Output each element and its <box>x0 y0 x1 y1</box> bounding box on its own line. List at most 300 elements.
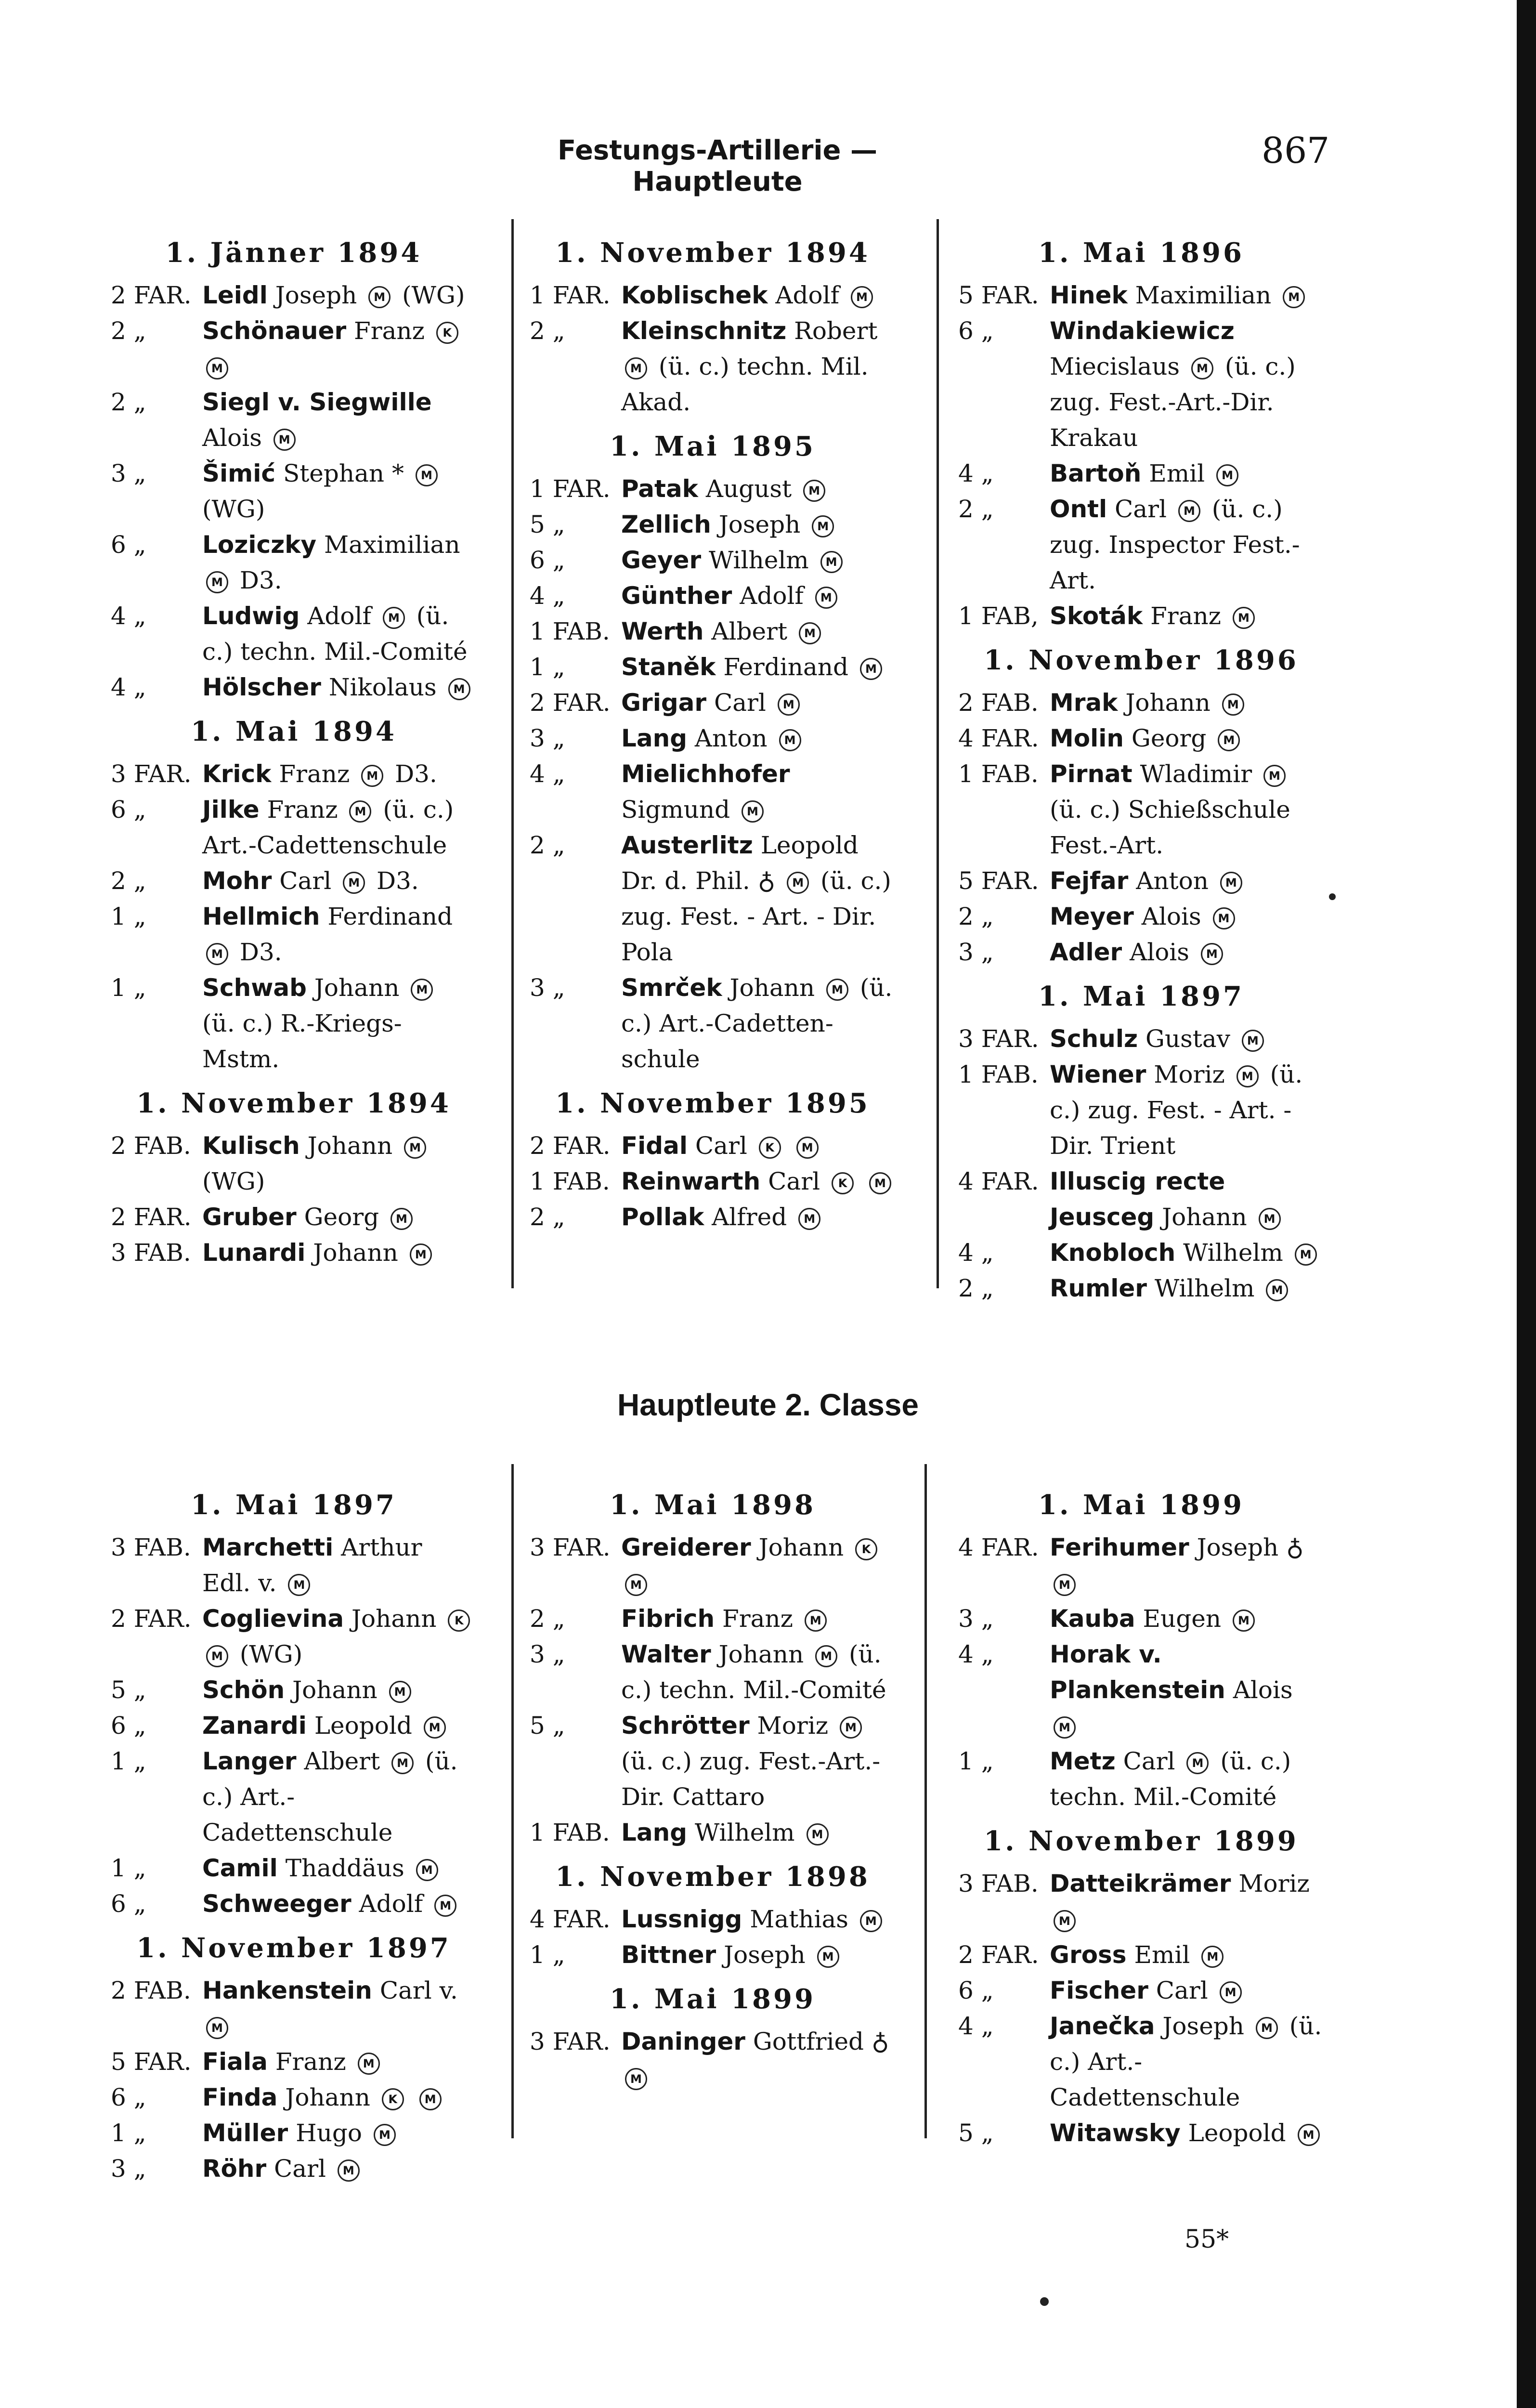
military-merit-mark-icon: M <box>820 551 843 573</box>
military-merit-mark-icon: M <box>361 765 383 787</box>
officer-details: Johann M <box>1162 1203 1284 1231</box>
officer-surname: Gruber <box>202 1203 297 1231</box>
officer-details: Adolf M <box>775 281 877 309</box>
unit-rank: 3 FAB. <box>111 1239 191 1267</box>
officer-details: Johann M <box>1125 689 1248 717</box>
military-merit-mark-icon: M <box>1242 1030 1264 1052</box>
officer-details: Sigmund M <box>621 796 768 824</box>
unit-rank: 4 „ <box>530 582 565 610</box>
unit-rank: 1 „ <box>530 1941 565 1969</box>
unit-rank: 2 FAR. <box>530 689 611 717</box>
officer-surname: Langer <box>202 1747 297 1775</box>
officer-surname: Lussnigg <box>621 1905 742 1933</box>
officer-details: Carl v. M <box>202 1976 458 2040</box>
officer-surname: Fidal <box>621 1132 688 1160</box>
unit-rank: 1 FAB. <box>958 1060 1039 1088</box>
officer-surname: Günther <box>621 582 732 610</box>
unit-rank: 2 „ <box>530 317 565 345</box>
date-heading: 1. Mai 1897 <box>1038 981 1244 1012</box>
list-item <box>958 1973 1324 2008</box>
officer-surname: Lang <box>621 724 687 752</box>
list-item <box>958 2008 1324 2115</box>
military-merit-mark-icon: M <box>815 1645 837 1667</box>
officer-details: Anton M <box>695 724 805 752</box>
officer-details: Adolf M (ü. c.) techn. Mil.-Comité <box>202 602 468 666</box>
officer-details: Franz K M <box>202 317 462 380</box>
officer-surname: Reinwarth <box>621 1167 761 1195</box>
list-item <box>530 1636 896 1708</box>
officer-surname: Siegl v. Siegwille <box>202 388 432 416</box>
unit-rank: 6 „ <box>111 531 146 559</box>
officer-surname: Jilke <box>202 796 260 824</box>
military-merit-mark-icon: M <box>1178 500 1200 522</box>
list-item <box>111 756 477 792</box>
officer-surname: Schulz <box>1050 1025 1138 1053</box>
unit-rank: 2 „ <box>111 867 146 895</box>
military-merit-mark-icon: M <box>419 2088 442 2110</box>
officer-surname: Hankenstein <box>202 1976 372 2004</box>
list-item <box>958 598 1324 634</box>
unit-rank: 4 FAR. <box>958 724 1039 752</box>
unit-rank: 1 FAB. <box>958 760 1039 788</box>
officer-surname: Witawsky <box>1050 2119 1181 2147</box>
officer-details: Maximilian M <box>1135 281 1309 309</box>
unit-rank: 1 „ <box>111 974 146 1002</box>
officer-details: Moriz M <box>1050 1870 1310 1933</box>
list-item <box>111 598 477 669</box>
unit-rank: 2 „ <box>530 1605 565 1633</box>
list-item <box>958 1235 1324 1270</box>
date-heading: 1. Mai 1898 <box>610 1489 816 1521</box>
military-merit-mark-icon: M <box>349 800 371 823</box>
list-item <box>111 792 477 863</box>
officer-details: Nikolaus M <box>329 673 474 701</box>
unit-rank: 4 FAR. <box>958 1167 1039 1195</box>
list-item <box>530 614 896 649</box>
officer-details: Joseph M (ü. c.) Art.-Cadettenschule <box>1050 2012 1322 2111</box>
unit-rank: 3 FAB. <box>111 1533 191 1561</box>
officer-surname: Mielichhofer <box>621 760 790 788</box>
military-merit-mark-icon: M <box>411 979 433 1001</box>
officer-surname: Patak <box>621 475 698 503</box>
list-item <box>530 1128 896 1164</box>
unit-rank: 1 „ <box>530 653 565 681</box>
military-merit-mark-icon: M <box>625 1574 647 1596</box>
column-rule <box>511 219 514 1288</box>
unit-rank: 3 „ <box>958 938 994 966</box>
officer-details: Carl K M <box>768 1167 895 1195</box>
military-merit-mark-icon: M <box>1213 907 1235 929</box>
unit-rank: 5 „ <box>530 1712 565 1740</box>
military-merit-mark-icon: M <box>625 357 647 380</box>
date-heading: 1. Jänner 1894 <box>165 237 422 269</box>
military-merit-mark-icon: M <box>779 729 801 751</box>
officer-details: Wilhelm M <box>709 546 846 574</box>
military-merit-mark-icon: M <box>206 1645 228 1667</box>
officer-details: Franz M <box>722 1605 831 1633</box>
date-heading: 1. November 1895 <box>555 1087 870 1119</box>
unit-rank: 4 „ <box>111 602 146 630</box>
list-item <box>111 1672 477 1708</box>
officer-details: Joseph ♁ M <box>1050 1533 1304 1597</box>
officer-details: Alois M <box>1050 1676 1293 1740</box>
officer-details: Joseph M (WG) <box>275 281 465 309</box>
officer-surname: Kauba <box>1050 1605 1135 1633</box>
list-item <box>111 1235 477 1270</box>
list-item <box>111 456 477 527</box>
list-item <box>530 649 896 685</box>
officer-surname: Bartoň <box>1050 459 1142 487</box>
officer-surname: Metz <box>1050 1747 1116 1775</box>
unit-rank: 1 FAR. <box>530 475 611 503</box>
list-item <box>111 1199 477 1235</box>
list-item <box>111 1128 477 1199</box>
officer-surname: Marchetti <box>202 1533 334 1561</box>
military-merit-mark-icon: M <box>448 678 470 700</box>
unit-rank: 5 FAR. <box>958 281 1039 309</box>
officer-details: Leopold M <box>314 1712 450 1740</box>
military-merit-mark-icon: M <box>424 1716 446 1739</box>
unit-rank: 1 FAB, <box>958 602 1039 630</box>
military-merit-mark-icon: M <box>206 571 228 593</box>
list-item <box>958 756 1324 863</box>
military-merit-mark-icon: M <box>805 1610 827 1632</box>
list-item <box>958 1057 1324 1164</box>
unit-rank: 3 FAR. <box>530 2028 611 2055</box>
officer-details: Leopold M <box>1188 2119 1324 2147</box>
list-item <box>958 1164 1324 1235</box>
section-title: Hauptleute 2. Classe <box>617 1387 919 1422</box>
military-merit-mark-icon: M <box>343 872 365 894</box>
military-merit-mark-icon: M <box>625 2068 647 2090</box>
unit-rank: 3 „ <box>530 1640 565 1668</box>
unit-rank: 3 „ <box>530 724 565 752</box>
list-item <box>530 1901 896 1937</box>
officer-surname: Coglievina <box>202 1605 344 1633</box>
officer-surname: Datteikrämer <box>1050 1870 1231 1898</box>
military-merit-mark-icon: M <box>1220 1981 1242 2003</box>
military-merit-mark-icon: M <box>778 694 800 716</box>
military-merit-mark-icon: M <box>1295 1243 1317 1266</box>
officer-details: Joseph M <box>724 1941 843 1969</box>
military-merit-mark-icon: M <box>1298 2124 1320 2146</box>
officer-surname: Camil <box>202 1854 278 1882</box>
officer-surname: Fibrich <box>621 1605 715 1633</box>
officer-details: Joseph M <box>719 510 838 538</box>
officer-details: Johann M (WG) <box>202 1132 430 1195</box>
date-heading: 1. Mai 1899 <box>1038 1489 1244 1521</box>
unit-rank: 5 FAR. <box>111 2048 192 2076</box>
officer-details: Ferdinand M D3. <box>202 903 453 966</box>
unit-rank: 4 „ <box>111 673 146 701</box>
unit-rank: 6 „ <box>111 1712 146 1740</box>
list-item <box>111 863 477 899</box>
officer-surname: Šimić <box>202 459 276 487</box>
officer-details: Georg M <box>1132 724 1244 752</box>
military-merit-mark-icon: M <box>799 622 821 644</box>
list-item <box>111 899 477 970</box>
officer-surname: Ludwig <box>202 602 300 630</box>
officer-surname: Meyer <box>1050 903 1134 930</box>
military-merit-mark-icon: M <box>1218 729 1240 751</box>
officer-surname: Geyer <box>621 546 702 574</box>
unit-rank: 6 „ <box>111 1890 146 1918</box>
unit-rank: 1 FAB. <box>530 1167 610 1195</box>
officer-details: Carl M <box>714 689 804 717</box>
unit-rank: 4 „ <box>958 1640 994 1668</box>
crown-mark-icon: K <box>382 2088 404 2110</box>
military-merit-mark-icon: M <box>787 872 809 894</box>
unit-rank: 4 „ <box>958 1239 994 1267</box>
list-item <box>530 507 896 542</box>
officer-surname: Fischer <box>1050 1976 1148 2004</box>
officer-surname: Schweeger <box>202 1890 351 1918</box>
unit-rank: 2 FAR. <box>111 1605 192 1633</box>
unit-rank: 3 FAR. <box>530 1533 611 1561</box>
list-item <box>530 578 896 614</box>
officer-surname: Krick <box>202 760 272 788</box>
officer-details: Johann M (ü. c.) techn. Mil.-Comité <box>621 1640 886 1704</box>
officer-details: Johann K M <box>285 2083 445 2111</box>
military-merit-mark-icon: M <box>1233 607 1255 629</box>
military-merit-mark-icon: M <box>798 1208 820 1230</box>
crown-mark-icon: K <box>436 322 458 344</box>
military-merit-mark-icon: M <box>434 1895 456 1917</box>
list-item <box>530 1937 896 1973</box>
date-heading: 1. Mai 1899 <box>610 1983 816 2015</box>
officer-details: Alois M <box>202 424 299 452</box>
list-item <box>530 542 896 578</box>
unit-rank: 1 „ <box>958 1747 994 1775</box>
officer-surname: Finda <box>202 2083 278 2111</box>
officer-details: Carl M (ü. c.) techn. Mil.-Comité <box>1050 1747 1291 1811</box>
officer-surname: Koblischek <box>621 281 768 309</box>
military-merit-mark-icon: M <box>1222 694 1244 716</box>
officer-surname: Grigar <box>621 689 707 717</box>
list-item <box>111 2151 477 2186</box>
military-merit-mark-icon: M <box>416 1859 438 1881</box>
list-item <box>958 1866 1324 1937</box>
military-merit-mark-icon: M <box>869 1172 891 1194</box>
list-item <box>111 669 477 705</box>
officer-surname: Horak v. Plankenstein <box>1050 1640 1225 1704</box>
officer-details: Carl M <box>274 2155 364 2183</box>
list-item <box>958 934 1324 970</box>
military-merit-mark-icon: M <box>817 1946 839 1968</box>
crown-mark-icon: K <box>448 1610 470 1632</box>
list-item <box>958 491 1324 598</box>
list-item <box>530 313 896 420</box>
officer-details: Adolf M <box>359 1890 461 1918</box>
list-item <box>111 2115 477 2151</box>
column-top-2 <box>530 226 896 1235</box>
list-item <box>958 2115 1324 2151</box>
officer-surname: Hellmich <box>202 903 320 930</box>
unit-rank: 2 FAB. <box>958 689 1039 717</box>
unit-rank: 2 „ <box>958 1274 994 1302</box>
military-merit-mark-icon: M <box>206 357 228 380</box>
list-item <box>530 471 896 507</box>
unit-rank: 5 „ <box>958 2119 994 2147</box>
military-merit-mark-icon: M <box>826 979 848 1001</box>
military-merit-mark-icon: M <box>807 1823 829 1845</box>
officer-surname: Schrötter <box>621 1712 750 1740</box>
list-item <box>111 1601 477 1672</box>
military-merit-mark-icon: M <box>1216 464 1238 486</box>
list-item <box>958 277 1324 313</box>
officer-details: Arthur Edl. v. M <box>202 1533 422 1597</box>
military-merit-mark-icon: M <box>1054 1716 1076 1739</box>
unit-rank: 5 „ <box>530 510 565 538</box>
running-header: Festungs-Artillerie — Hauptleute <box>557 135 878 197</box>
officer-surname: Rumler <box>1050 1274 1147 1302</box>
military-merit-mark-icon: M <box>391 1752 414 1774</box>
officer-surname: Daninger <box>621 2028 745 2055</box>
officer-details: Moriz M (ü. c.) zug. Fest. - Art. - Dir. Trient <box>1050 1060 1303 1160</box>
list-item <box>958 899 1324 934</box>
officer-surname: Wiener <box>1050 1060 1146 1088</box>
officer-details: Franz M D3. <box>279 760 437 788</box>
date-heading: 1. November 1894 <box>136 1087 451 1119</box>
military-merit-mark-icon: M <box>374 2124 396 2146</box>
officer-surname: Fiala <box>202 2048 268 2076</box>
officer-surname: Skoták <box>1050 602 1143 630</box>
military-merit-mark-icon: M <box>860 1910 882 1932</box>
officer-surname: Illuscig recte Jeusceg <box>1050 1167 1225 1231</box>
military-merit-mark-icon: M <box>338 2159 360 2182</box>
list-item <box>958 1743 1324 1815</box>
list-item <box>111 313 477 384</box>
officer-surname: Zellich <box>621 510 711 538</box>
officer-surname: Greiderer <box>621 1533 751 1561</box>
unit-rank: 3 „ <box>958 1605 994 1633</box>
officer-surname: Leidl <box>202 281 268 309</box>
officer-surname: Knobloch <box>1050 1239 1176 1267</box>
list-item <box>958 1636 1324 1743</box>
officer-surname: Pollak <box>621 1203 704 1231</box>
list-item <box>530 970 896 1077</box>
crown-mark-icon: K <box>759 1137 781 1159</box>
officer-surname: Schwab <box>202 974 307 1002</box>
ink-dot <box>1040 2297 1049 2306</box>
list-item <box>111 527 477 598</box>
date-heading: 1. Mai 1897 <box>191 1489 397 1521</box>
list-item <box>958 1270 1324 1306</box>
date-heading: 1. Mai 1894 <box>191 716 397 747</box>
officer-details: Maximilian M D3. <box>202 531 460 594</box>
list-item <box>111 384 477 456</box>
date-heading: 1. Mai 1896 <box>1038 237 1244 269</box>
officer-surname: Walter <box>621 1640 711 1668</box>
unit-rank: 6 „ <box>958 1976 994 2004</box>
officer-surname: Staněk <box>621 653 716 681</box>
list-item <box>958 863 1324 899</box>
list-item <box>530 1601 896 1636</box>
military-merit-mark-icon: M <box>391 1208 413 1230</box>
officer-details: Alfred M <box>712 1203 824 1231</box>
column-bottom-2 <box>530 1479 896 2095</box>
officer-surname: Mohr <box>202 867 272 895</box>
unit-rank: 2 „ <box>958 903 994 930</box>
unit-rank: 3 FAR. <box>111 760 192 788</box>
military-merit-mark-icon: M <box>1054 1910 1076 1932</box>
military-merit-mark-icon: M <box>410 1243 432 1266</box>
unit-rank: 6 „ <box>958 317 994 345</box>
officer-details: Mathias M <box>750 1905 886 1933</box>
unit-rank: 2 FAR. <box>530 1132 611 1160</box>
date-heading: 1. November 1896 <box>984 644 1299 676</box>
military-merit-mark-icon: M <box>404 1137 426 1159</box>
date-heading: 1. Mai 1895 <box>610 431 816 462</box>
officer-surname: Schönauer <box>202 317 347 345</box>
officer-details: Miecislaus M (ü. c.) zug. Fest.-Art.-Dir. Krakau <box>1050 353 1296 452</box>
military-merit-mark-icon: M <box>1256 2017 1278 2039</box>
column-top-1 <box>111 226 477 1270</box>
officer-details: Johann M <box>313 1239 435 1267</box>
officer-surname: Werth <box>621 617 704 645</box>
list-item <box>958 313 1324 456</box>
officer-details: Hugo M <box>296 2119 400 2147</box>
military-merit-mark-icon: M <box>815 587 837 609</box>
officer-details: Thaddäus M <box>286 1854 442 1882</box>
list-item <box>958 1937 1324 1973</box>
officer-surname: Gross <box>1050 1941 1127 1969</box>
page-number: 867 <box>1262 130 1330 171</box>
unit-rank: 2 „ <box>530 1203 565 1231</box>
unit-rank: 4 „ <box>530 760 565 788</box>
unit-rank: 4 „ <box>958 2012 994 2040</box>
officer-details: Emil M <box>1149 459 1242 487</box>
list-item <box>111 1886 477 1922</box>
officer-details: Johann M <box>292 1676 415 1704</box>
unit-rank: 2 FAR. <box>111 1203 192 1231</box>
military-merit-mark-icon: M <box>840 1716 862 1739</box>
list-item <box>958 1601 1324 1636</box>
unit-rank: 2 „ <box>530 831 565 859</box>
military-merit-mark-icon: M <box>860 658 882 680</box>
officer-surname: Lunardi <box>202 1239 306 1267</box>
officer-details: Gottfried ♁ M <box>621 2028 889 2091</box>
list-item <box>958 1021 1324 1057</box>
military-merit-mark-icon: M <box>368 286 391 308</box>
military-merit-mark-icon: M <box>803 480 825 502</box>
list-item <box>111 1530 477 1601</box>
unit-rank: 4 FAR. <box>958 1533 1039 1561</box>
officer-surname: Zanardi <box>202 1712 307 1740</box>
officer-surname: Bittner <box>621 1941 716 1969</box>
unit-rank: 4 FAR. <box>530 1905 611 1933</box>
officer-surname: Adler <box>1050 938 1122 966</box>
officer-details: Carl M (ü. c.) zug. Inspector Fest.-Art. <box>1050 495 1300 594</box>
list-item <box>111 1973 477 2044</box>
military-merit-mark-icon: M <box>1191 357 1213 380</box>
crown-mark-icon: K <box>832 1172 854 1194</box>
military-merit-mark-icon: M <box>1054 1574 1076 1596</box>
list-item <box>530 1708 896 1815</box>
date-heading: 1. November 1894 <box>555 237 870 269</box>
unit-rank: 2 FAB. <box>111 1976 191 2004</box>
list-item <box>530 827 896 970</box>
list-item <box>111 1708 477 1743</box>
officer-details: August M <box>706 475 829 503</box>
list-item <box>958 720 1324 756</box>
officer-details: Alois M <box>1142 903 1239 930</box>
officer-details: Albert M <box>711 617 825 645</box>
unit-rank: 1 FAR. <box>530 281 611 309</box>
unit-rank: 3 FAB. <box>958 1870 1039 1898</box>
military-merit-mark-icon: M <box>1233 1610 1255 1632</box>
officer-details: Johann K M <box>621 1533 881 1597</box>
